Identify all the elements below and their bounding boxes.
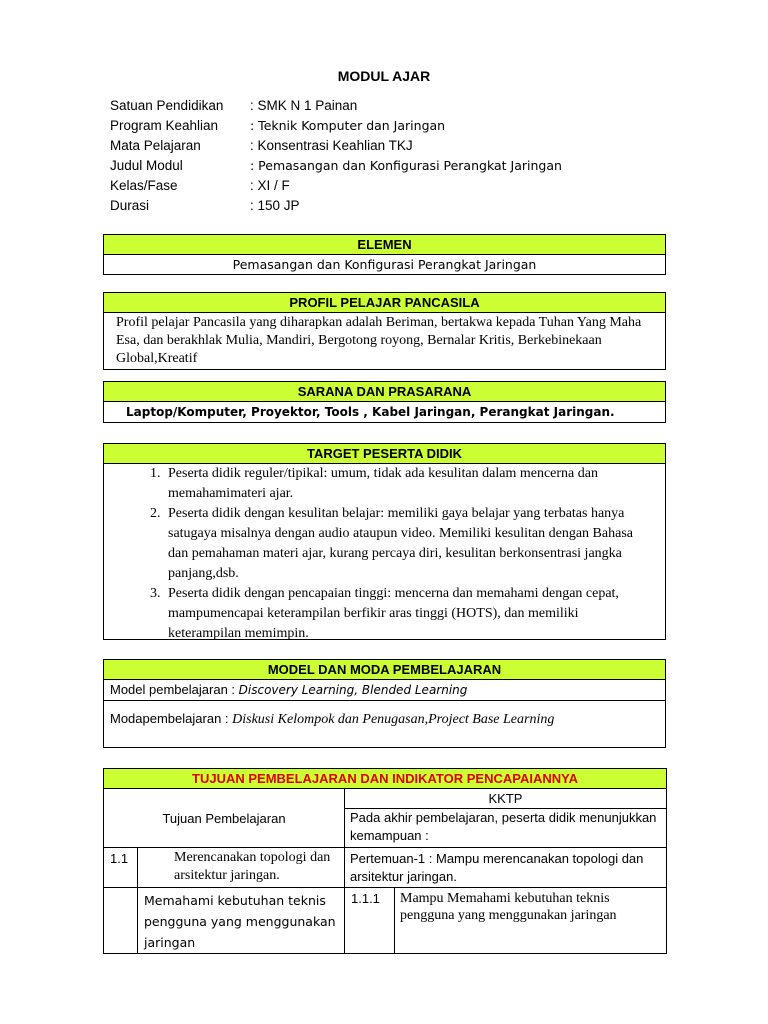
tp-text: Memahami kebutuhan teknis pengguna yang menggunakan jaringan [138,888,345,954]
kktp-text: Mampu Memahami kebutuhan teknis pengguna yang menggunakan jaringan [395,888,667,954]
model-label: Model pembelajaran : [110,682,239,697]
target-section [103,443,666,640]
kktp-pertemuan: Pertemuan-1 : Mampu merencanakan topologi dan arsitektur jaringan. [345,848,667,888]
model-row [104,680,665,701]
tujuan-col-header: Tujuan Pembelajaran [104,789,345,848]
target-header: TARGET PESERTA DIDIK [104,444,665,464]
target-list [104,464,665,644]
info-value: : 150 JP [250,198,300,213]
empty-cell [104,888,138,954]
kktp-description: Pada akhir pembelajaran, peserta didik menunjukkan kemampuan : [345,809,667,848]
info-value: : Pemasangan dan Konfigurasi Perangkat Jaringan [250,158,562,173]
sarana-section [103,381,666,423]
tujuan-table [103,768,667,954]
model-value: Discovery Learning, Blended Learning [238,683,468,697]
info-label: Durasi [110,198,150,213]
moda-value: Diskusi Kelompok dan Penugasan,Project Base Learning [232,712,555,727]
moda-label: Modapembelajaran : [110,711,233,726]
sarana-content: Laptop/Komputer, Proyektor, Tools , Kabel Jaringan, Perangkat Jaringan. [126,405,615,419]
kktp-number: 1.1.1 [345,888,395,954]
info-value: : SMK N 1 Painan [250,98,358,113]
info-value: : Teknik Komputer dan Jaringan [250,118,446,133]
model-header: MODEL DAN MODA PEMBELAJARAN [104,660,665,680]
info-label: Judul Modul [110,158,183,173]
page-title: MODUL AJAR [337,68,431,84]
kktp-col-header: KKTP [345,789,667,809]
tp-number: 1.1 [104,848,138,888]
elemen-header: ELEMEN [104,235,665,255]
list-item: 3. Peserta didik dengan pencapaian tinggi: mencerna dan memahami dengan cepat, mampumencapai keterampilan berfikir aras tinggi (HOTS), dan memiliki keterampilan memimpin. [164,584,655,644]
list-item: 1. Peserta didik reguler/tipikal: umum, tidak ada kesulitan dalam mencerna dan memahamimateri ajar. [164,464,655,504]
tujuan-header: TUJUAN PEMBELAJARAN DAN INDIKATOR PENCAPAIANNYA [104,769,667,789]
info-label: Mata Pelajaran [110,138,201,153]
sarana-header: SARANA DAN PRASARANA [104,382,665,402]
profil-content: Profil pelajar Pancasila yang diharapkan adalah Beriman, bertakwa kepada Tuhan Yang Maha Esa, dan berakhlak Mulia, Mandiri, Bergotong royong, Bernalar Kritis, Berkebinekaan Global,Kreatif [116,315,642,366]
info-label: Satuan Pendidikan [110,98,224,113]
moda-row [104,701,665,728]
profil-header: PROFIL PELAJAR PANCASILA [104,293,665,313]
list-item: 2. Peserta didik dengan kesulitan belajar: memiliki gaya belajar yang terbatas hanya satugaya misalnya dengan audio ataupun video. Memiliki kesulitan dengan Bahasa dan pemahaman materi ajar, kurang percaya diri, kesulitan berkonsentrasi jangka panjang,dsb. [164,504,655,584]
elemen-content: Pemasangan dan Konfigurasi Perangkat Jaringan [232,257,537,272]
info-value: : Konsentrasi Keahlian TKJ [250,138,413,153]
info-label: Kelas/Fase [110,178,178,193]
elemen-section [103,234,666,275]
model-section [103,659,666,748]
tp-text: Merencanakan topologi dan arsitektur jaringan. [138,848,345,888]
profil-section [103,292,666,370]
info-label: Program Keahlian [110,118,219,133]
info-value: : XI / F [250,178,290,193]
